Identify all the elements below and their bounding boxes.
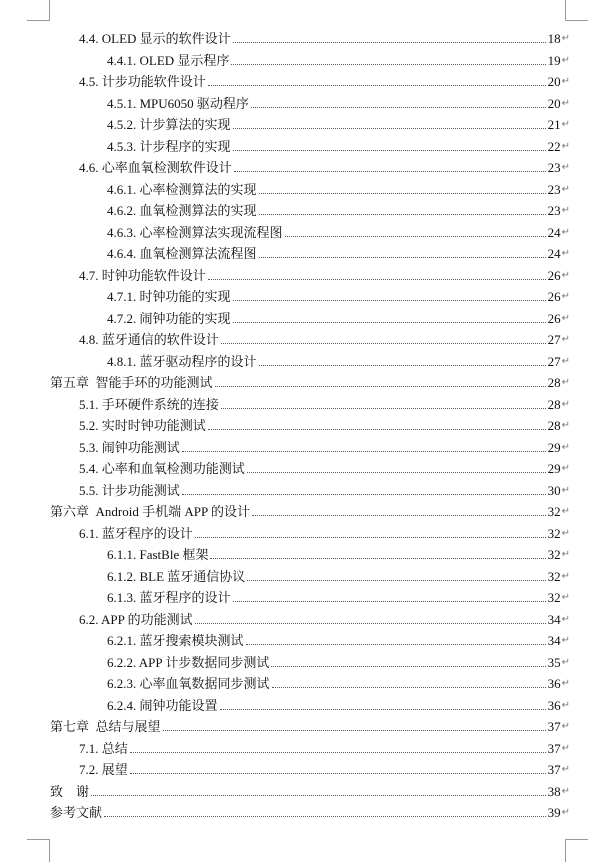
toc-entry-title: 6.2.4. 闹钟功能设置 — [107, 697, 218, 713]
toc-entry-title: 第五章 智能手环的功能测试 — [50, 375, 213, 390]
dot-leader — [233, 128, 546, 129]
toc-entry-page-number: 20 — [547, 74, 561, 89]
paragraph-return-icon: ↵ — [561, 742, 570, 754]
toc-entry[interactable] — [79, 435, 570, 456]
paragraph-return-icon: ↵ — [561, 678, 570, 689]
paragraph-return-icon: ↵ — [561, 312, 570, 324]
dot-leader — [233, 150, 546, 151]
toc-entry[interactable] — [107, 585, 570, 606]
toc-entry-page-number: 21 — [547, 117, 561, 132]
paragraph-return-icon: ↵ — [561, 635, 570, 646]
paragraph-return-icon: ↵ — [561, 484, 570, 496]
toc-entry-title: 致 谢 — [50, 783, 90, 799]
paragraph-return-icon: ↵ — [561, 570, 570, 582]
toc-entry[interactable] — [79, 69, 570, 90]
toc-entry-page-number: 26 — [547, 289, 561, 304]
toc-entry[interactable] — [50, 779, 570, 800]
paragraph-return-icon: ↵ — [561, 764, 570, 775]
toc-entry-title: 6.1.1. FastBle 框架 — [107, 547, 209, 562]
paragraph-return-icon: ↵ — [561, 140, 570, 152]
toc-entry[interactable] — [107, 349, 570, 370]
toc-entry-title: 4.8.1. 蓝牙驱动程序的设计 — [107, 353, 257, 369]
toc-entry[interactable] — [107, 177, 570, 198]
toc-entry-page-number: 37 — [547, 740, 561, 756]
toc-entry[interactable] — [107, 48, 570, 69]
toc-entry-page-number: 36 — [547, 676, 561, 691]
toc-entry-page-number: 23 — [547, 203, 561, 218]
toc-entry-page-number: 28 — [547, 375, 561, 390]
dot-leader — [210, 558, 545, 559]
toc-entry-title: 6.1.3. 蓝牙程序的设计 — [107, 590, 231, 605]
paragraph-return-icon: ↵ — [561, 33, 570, 44]
paragraph-return-icon: ↵ — [561, 699, 570, 711]
toc-entry[interactable] — [107, 198, 570, 219]
dot-leader — [182, 451, 546, 452]
paragraph-return-icon: ↵ — [561, 334, 570, 345]
paragraph-return-icon: ↵ — [561, 463, 570, 474]
toc-entry-title: 6.2.1. 蓝牙搜索模块测试 — [107, 633, 244, 648]
toc-entry-title: 4.5.3. 计步程序的实现 — [107, 138, 231, 154]
toc-entry[interactable] — [79, 521, 570, 542]
toc-entry-title: 4.5.1. MPU6050 驱动程序 — [107, 95, 249, 111]
paragraph-return-icon: ↵ — [561, 97, 570, 109]
toc-entry[interactable] — [107, 564, 570, 585]
dot-leader — [208, 279, 546, 280]
dot-leader — [104, 816, 546, 817]
toc-entry[interactable] — [79, 413, 570, 434]
toc-entry[interactable] — [107, 628, 570, 649]
toc-entry-page-number: 28 — [547, 418, 561, 433]
toc-entry-title: 6.2.2. APP 计步数据同步测试 — [107, 654, 270, 670]
crop-mark-top-left — [27, 0, 50, 21]
toc-entry-page-number: 22 — [547, 138, 561, 154]
dot-leader — [195, 537, 546, 538]
toc-entry-title: 6.1.2. BLE 蓝牙通信协议 — [107, 568, 246, 584]
crop-mark-bottom-left — [27, 839, 50, 862]
dot-leader — [247, 580, 545, 581]
toc-entry-title: 4.7.2. 闹钟功能的实现 — [107, 310, 231, 326]
dot-leader — [231, 64, 545, 65]
toc-entry[interactable] — [79, 155, 570, 176]
paragraph-return-icon: ↵ — [561, 807, 570, 818]
toc-entry-page-number: 27 — [547, 353, 561, 369]
toc-entry-page-number: 30 — [547, 482, 561, 498]
toc-entry-page-number: 23 — [547, 160, 561, 175]
toc-entry-page-number: 24 — [547, 246, 561, 261]
toc-entry-page-number: 32 — [547, 525, 561, 541]
toc-entry-page-number: 35 — [547, 654, 561, 670]
dot-leader — [285, 236, 546, 237]
toc-entry[interactable] — [79, 456, 570, 477]
paragraph-return-icon: ↵ — [561, 119, 570, 130]
paragraph-return-icon: ↵ — [561, 226, 570, 238]
toc-entry[interactable] — [107, 650, 570, 671]
toc-entry-title: 4.6.4. 血氧检测算法流程图 — [107, 246, 257, 261]
toc-entry[interactable] — [50, 800, 570, 821]
toc-entry-title: 5.5. 计步功能测试 — [79, 482, 180, 498]
dot-leader — [259, 193, 546, 194]
paragraph-return-icon: ↵ — [561, 506, 570, 517]
toc-entry-page-number: 34 — [547, 611, 561, 627]
dot-leader — [208, 429, 546, 430]
toc-entry-page-number: 27 — [547, 332, 561, 347]
toc-entry-title: 4.6.2. 血氧检测算法的实现 — [107, 203, 257, 218]
toc-entry[interactable] — [79, 263, 570, 284]
dot-leader — [259, 365, 546, 366]
toc-entry[interactable] — [50, 370, 570, 391]
toc-entry[interactable] — [107, 220, 570, 241]
crop-mark-top-right — [565, 0, 588, 21]
paragraph-return-icon: ↵ — [561, 549, 570, 560]
dot-leader — [182, 494, 546, 495]
dot-leader — [221, 408, 546, 409]
toc-entry-title: 4.6.1. 心率检测算法的实现 — [107, 181, 257, 197]
toc-entry[interactable] — [107, 91, 570, 112]
toc-entry-page-number: 32 — [547, 590, 561, 605]
paragraph-return-icon: ↵ — [561, 76, 570, 87]
toc-entry[interactable] — [107, 671, 570, 692]
toc-entry-page-number: 37 — [547, 719, 561, 734]
toc-entry-page-number: 38 — [547, 783, 561, 799]
toc-entry-page-number: 34 — [547, 633, 561, 648]
toc-entry[interactable] — [107, 542, 570, 563]
dot-leader — [195, 623, 546, 624]
dot-leader — [271, 666, 545, 667]
dot-leader — [259, 214, 546, 215]
paragraph-return-icon: ↵ — [561, 721, 570, 732]
dot-leader — [233, 42, 546, 43]
paragraph-return-icon: ↵ — [561, 291, 570, 302]
toc-entry-title: 4.5. 计步功能软件设计 — [79, 74, 206, 89]
toc-entry-page-number: 24 — [547, 224, 561, 240]
toc-entry-page-number: 32 — [547, 568, 561, 584]
toc-entry-title: 5.1. 手环硬件系统的连接 — [79, 396, 219, 412]
dot-leader — [233, 300, 546, 301]
dot-leader — [233, 601, 546, 602]
toc-entry-title: 4.7. 时钟功能软件设计 — [79, 267, 206, 283]
toc-entry-page-number: 39 — [547, 805, 561, 820]
toc-entry-title: 第七章 总结与展望 — [50, 719, 161, 734]
paragraph-return-icon: ↵ — [561, 527, 570, 539]
dot-leader — [221, 343, 546, 344]
toc-entry[interactable] — [107, 306, 570, 327]
toc-entry[interactable] — [50, 499, 570, 520]
toc-entry-page-number: 19 — [547, 52, 561, 68]
toc-entry-title: 7.2. 展望 — [79, 762, 128, 777]
toc-entry-title: 4.4.1. OLED 显示程序 — [107, 52, 230, 68]
toc-entry-page-number: 26 — [547, 267, 561, 283]
paragraph-return-icon: ↵ — [561, 162, 570, 173]
paragraph-return-icon: ↵ — [561, 592, 570, 603]
paragraph-return-icon: ↵ — [561, 54, 570, 66]
toc-entry[interactable] — [107, 112, 570, 133]
paragraph-return-icon: ↵ — [561, 613, 570, 625]
paragraph-return-icon: ↵ — [561, 420, 570, 431]
toc-entry-title: 4.4. OLED 显示的软件设计 — [79, 31, 231, 46]
toc-entry[interactable] — [107, 241, 570, 262]
dot-leader — [247, 472, 546, 473]
crop-mark-bottom-right — [565, 839, 588, 862]
toc-entry-page-number: 29 — [547, 439, 561, 455]
toc-entry-title: 参考文献 — [50, 805, 103, 820]
dot-leader — [259, 257, 546, 258]
toc-entry[interactable] — [79, 26, 570, 47]
toc-entry-title: 4.6. 心率血氧检测软件设计 — [79, 160, 232, 175]
toc-entry[interactable] — [79, 478, 570, 499]
toc-entry-page-number: 32 — [547, 504, 561, 519]
paragraph-return-icon: ↵ — [561, 785, 570, 797]
toc-entry-page-number: 32 — [547, 547, 561, 562]
toc-entry[interactable] — [79, 757, 570, 778]
toc-entry[interactable] — [79, 392, 570, 413]
paragraph-return-icon: ↵ — [561, 248, 570, 259]
dot-leader — [220, 709, 546, 710]
dot-leader — [91, 795, 546, 796]
toc-entry-title: 6.2. APP 的功能测试 — [79, 611, 193, 627]
toc-entry-title: 6.2.3. 心率血氧数据同步测试 — [107, 676, 270, 691]
dot-leader — [215, 386, 546, 387]
dot-leader — [233, 322, 546, 323]
toc-entry-page-number: 29 — [547, 461, 561, 476]
paragraph-return-icon: ↵ — [561, 441, 570, 453]
toc-entry-page-number: 20 — [547, 95, 561, 111]
dot-leader — [246, 644, 546, 645]
toc-entry-title: 4.6.3. 心率检测算法实现流程图 — [107, 224, 283, 240]
toc-entry-title: 5.4. 心率和血氧检测功能测试 — [79, 461, 245, 476]
toc-entry-title: 7.1. 总结 — [79, 740, 128, 756]
toc-entry[interactable] — [50, 714, 570, 735]
toc-entry-title: 6.1. 蓝牙程序的设计 — [79, 525, 193, 541]
toc-entry-title: 4.5.2. 计步算法的实现 — [107, 117, 231, 132]
toc-entry-title: 第六章 Android 手机端 APP 的设计 — [50, 504, 250, 519]
dot-leader — [130, 752, 546, 753]
toc-entry[interactable] — [107, 693, 570, 714]
paragraph-return-icon: ↵ — [561, 656, 570, 668]
toc-entry-title: 5.3. 闹钟功能测试 — [79, 439, 180, 455]
paragraph-return-icon: ↵ — [561, 398, 570, 410]
toc-entry[interactable] — [79, 736, 570, 757]
dot-leader — [272, 687, 546, 688]
toc-entry[interactable] — [107, 284, 570, 305]
toc-entry-title: 4.8. 蓝牙通信的软件设计 — [79, 332, 219, 347]
toc-entry[interactable] — [79, 607, 570, 628]
dot-leader — [251, 107, 546, 108]
toc-entry-page-number: 18 — [547, 31, 561, 46]
toc-entry-page-number: 37 — [547, 762, 561, 777]
toc-entry-title: 5.2. 实时时钟功能测试 — [79, 418, 206, 433]
paragraph-return-icon: ↵ — [561, 377, 570, 388]
toc-entry-title: 4.7.1. 时钟功能的实现 — [107, 289, 231, 304]
toc-entry-page-number: 36 — [547, 697, 561, 713]
toc-entry-page-number: 28 — [547, 396, 561, 412]
dot-leader — [234, 171, 546, 172]
toc-entry-page-number: 23 — [547, 181, 561, 197]
toc-entry[interactable] — [79, 327, 570, 348]
paragraph-return-icon: ↵ — [561, 269, 570, 281]
toc-entry-page-number: 26 — [547, 310, 561, 326]
paragraph-return-icon: ↵ — [561, 355, 570, 367]
dot-leader — [252, 515, 546, 516]
paragraph-return-icon: ↵ — [561, 205, 570, 216]
dot-leader — [130, 773, 546, 774]
dot-leader — [208, 85, 546, 86]
dot-leader — [163, 730, 546, 731]
paragraph-return-icon: ↵ — [561, 183, 570, 195]
toc-entry[interactable] — [107, 134, 570, 155]
